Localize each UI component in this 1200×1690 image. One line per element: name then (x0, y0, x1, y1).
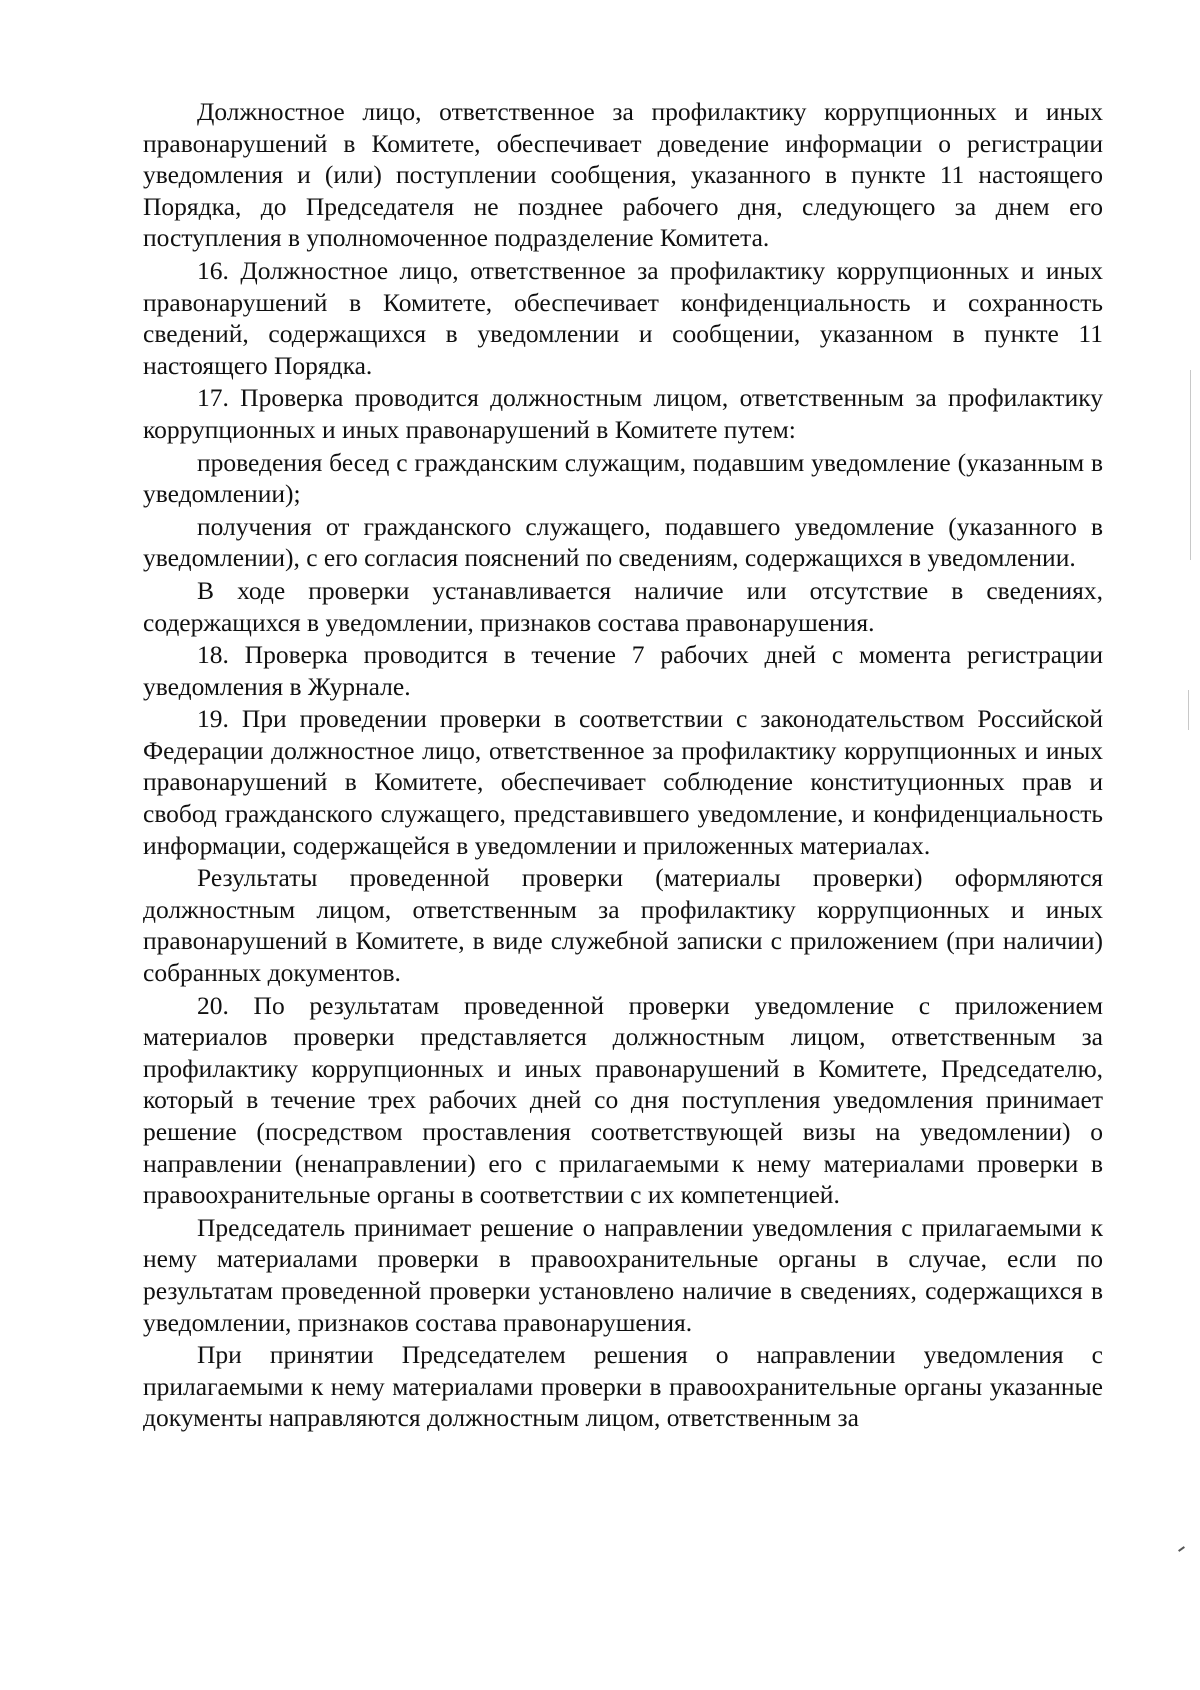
scan-edge-line (1190, 370, 1191, 560)
paragraph-20-referral-action: При принятии Председателем решения о направлении уведомления с прилагаемыми к нему материалами проверки в правоохранительные органы указанные документы направляются должностным лицом, ответственным за (143, 1340, 1103, 1433)
paragraph-17-check-methods: 17. Проверка проводится должностным лицом, ответственным за профилактику коррупционных и иных правонарушений в Комитете путем: (143, 383, 1103, 444)
paragraph-17-explanations: получения от гражданского служащего, подавшего уведомление (указанного в уведомлении), с его согласия пояснений по сведениям, содержащихся в уведомлении. (143, 511, 1103, 573)
paragraph-18-check-duration: 18. Проверка проводится в течение 7 рабочих дней с момента регистрации уведомления в Журнале. (143, 640, 1103, 701)
paragraph-17-conversations: проведения бесед с гражданским служащим, подавшим уведомление (указанным в уведомлении); (143, 447, 1103, 509)
scan-corner-mark (1178, 1546, 1185, 1552)
paragraph-notification-delivery: Должностное лицо, ответственное за профилактику коррупционных и иных правонарушений в Комитете, обеспечивает доведение информации о регистрации уведомления и (или) поступлении сообщения, указанного в пункте 11 настоящего Порядка, до Председателя не позднее рабочего дня, следующего за днем его поступления в уполномоченное подразделение Комитета. (143, 97, 1103, 253)
paragraph-16-confidentiality: 16. Должностное лицо, ответственное за профилактику коррупционных и иных правонарушений в Комитете, обеспечивает конфиденциальность и сохранность сведений, содержащихся в уведомлении и сообщении, указанном в пункте 11 настоящего Порядка. (143, 255, 1103, 380)
paragraph-20-decision: 20. По результатам проведенной проверки уведомление с приложением материалов проверки представляется должностным лицом, ответственным за профилактику коррупционных и иных правонарушений в Комитете, Председателю, который в течение трех рабочих дней со дня поступления уведомления принимает решение (посредством проставления соответствующей визы на уведомлении) о направлении (ненаправлении) его с прилагаемыми к нему материалами проверки в правоохранительные органы в соответствии с их компетенцией. (143, 990, 1103, 1210)
paragraph-19-rights: 19. При проведении проверки в соответствии с законодательством Российской Федерации должностное лицо, ответственное за профилактику коррупционных и иных правонарушений в Комитете, обеспечивает соблюдение конституционных прав и свобод гражданского служащего, представившего уведомление, и конфиденциальность информации, содержащейся в уведомлении и приложенных материалах. (143, 704, 1103, 860)
document-body (143, 96, 1103, 1435)
paragraph-19-results: Результаты проведенной проверки (материалы проверки) оформляются должностным лицом, ответственным за профилактику коррупционных и иных правонарушений в Комитете, в виде служебной записки с приложением (при наличии) собранных документов. (143, 863, 1103, 988)
paragraph-17-check-scope: В ходе проверки устанавливается наличие или отсутствие в сведениях, содержащихся в уведомлении, признаков состава правонарушения. (143, 575, 1103, 637)
paragraph-20-referral-condition: Председатель принимает решение о направлении уведомления с прилагаемыми к нему материалами проверки в правоохранительные органы в случае, если по результатам проведенной проверки установлено наличие в сведениях, содержащихся в уведомлении, признаков состава правонарушения. (143, 1212, 1103, 1337)
scan-edge-tick (1188, 690, 1189, 730)
